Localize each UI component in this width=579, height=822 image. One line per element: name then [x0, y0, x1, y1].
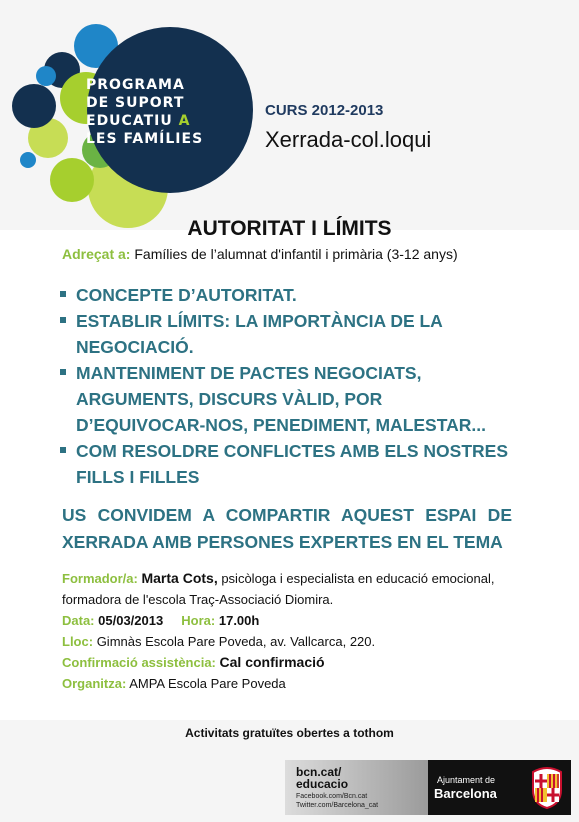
bcn-url-line: bcn.cat/: [296, 765, 342, 779]
organizer-row: [62, 673, 542, 694]
audience-label: Adreçat a:: [62, 246, 131, 262]
logo-bubble: [20, 152, 36, 168]
topic-line: D’EQUIVOCAR-NOS, PENEDIMENT, MALESTAR...: [76, 415, 486, 435]
topic-line: FILLS I FILLES: [76, 467, 200, 487]
square-bullet-icon: [60, 447, 66, 453]
logo-line: DE SUPORT: [86, 95, 185, 111]
logo-line: PROGRAMA: [86, 77, 185, 93]
topic-item: [60, 308, 520, 360]
logo-line: [86, 112, 236, 130]
topic-item: [60, 360, 520, 438]
course-year: CURS 2012-2013: [265, 102, 384, 119]
logo-bubble: [50, 158, 94, 202]
logo-line: LES FAMÍLIES: [86, 131, 204, 147]
trainer-row-cont: formadora de l'escola Traç-Associació Diomira.: [62, 592, 334, 607]
organizer-label: Organitza:: [62, 676, 127, 691]
program-logo-text: [86, 76, 236, 148]
logo-bubble: [36, 66, 56, 86]
confirm-label: Confirmació assistència:: [62, 655, 216, 670]
place-label: Lloc:: [62, 634, 94, 649]
organizer-value: AMPA Escola Pare Poveda: [129, 676, 286, 691]
trainer-label: Formador/a:: [62, 571, 138, 586]
time-value: 17.00h: [218, 613, 260, 628]
place-value: Gimnàs Escola Pare Poveda, av. Vallcarca, 220.: [96, 634, 376, 649]
event-details: [62, 568, 542, 694]
topic-line: NEGOCIACIÓ.: [76, 337, 194, 357]
date-label: Data:: [62, 613, 95, 628]
bcn-url-line: educacio: [296, 777, 349, 791]
topic-item: [60, 282, 520, 308]
date-value: 05/03/2013: [98, 613, 164, 628]
date-time-row: [62, 610, 542, 631]
topics-list: [60, 282, 520, 490]
topic-item: [60, 438, 520, 490]
time-label: Hora:: [181, 613, 216, 628]
twitter-link: Twitter.com/Barcelona_cat: [296, 802, 379, 809]
invitation-text: [62, 502, 512, 556]
facebook-link: Facebook.com/Bcn.cat: [296, 793, 368, 800]
barcelona-shield-icon: [529, 764, 565, 810]
trainer-name: Marta Cots,: [141, 570, 218, 586]
square-bullet-icon: [60, 369, 66, 375]
logo-accent-letter: A: [178, 113, 191, 129]
square-bullet-icon: [60, 317, 66, 323]
event-title: AUTORITAT I LÍMITS: [187, 217, 392, 240]
confirm-value: Cal confirmació: [219, 654, 325, 670]
confirm-row: [62, 652, 542, 673]
topic-line: MANTENIMENT DE PACTES NEGOCIATS,: [76, 363, 422, 383]
logo-bubble: [12, 84, 56, 128]
event-format: Xerrada-col.loqui: [265, 127, 432, 152]
topic-line: ARGUMENTS, DISCURS VÀLID, POR: [76, 389, 383, 409]
topic-line: COM RESOLDRE CONFLICTES AMB ELS NOSTRES: [76, 441, 509, 461]
square-bullet-icon: [60, 291, 66, 297]
topic-line: CONCEPTE D’AUTORITAT.: [76, 285, 297, 305]
social-links: [296, 792, 378, 810]
invitation-line: US CONVIDEM A COMPARTIR AQUEST ESPAI DE: [62, 505, 512, 525]
place-row: [62, 631, 542, 652]
ajuntament-city: Barcelona: [434, 786, 497, 801]
topic-line: ESTABLIR LÍMITS: LA IMPORTÀNCIA DE LA: [76, 311, 443, 331]
trainer-description: psicòloga i especialista en educació emocional,: [221, 571, 495, 586]
audience-line: [62, 246, 458, 262]
logo-line-text: EDUCATIU: [86, 113, 173, 129]
invitation-line: XERRADA AMB PERSONES EXPERTES EN EL TEMA: [62, 532, 503, 552]
free-activities-note: Activitats gratuïtes obertes a tothom: [185, 726, 394, 740]
audience-value: Famílies de l’alumnat d'infantil i primària (3-12 anys): [134, 246, 458, 262]
bcn-education-url: [296, 766, 348, 790]
ajuntament-line: Ajuntament de: [437, 775, 496, 785]
trainer-row: [62, 568, 542, 589]
